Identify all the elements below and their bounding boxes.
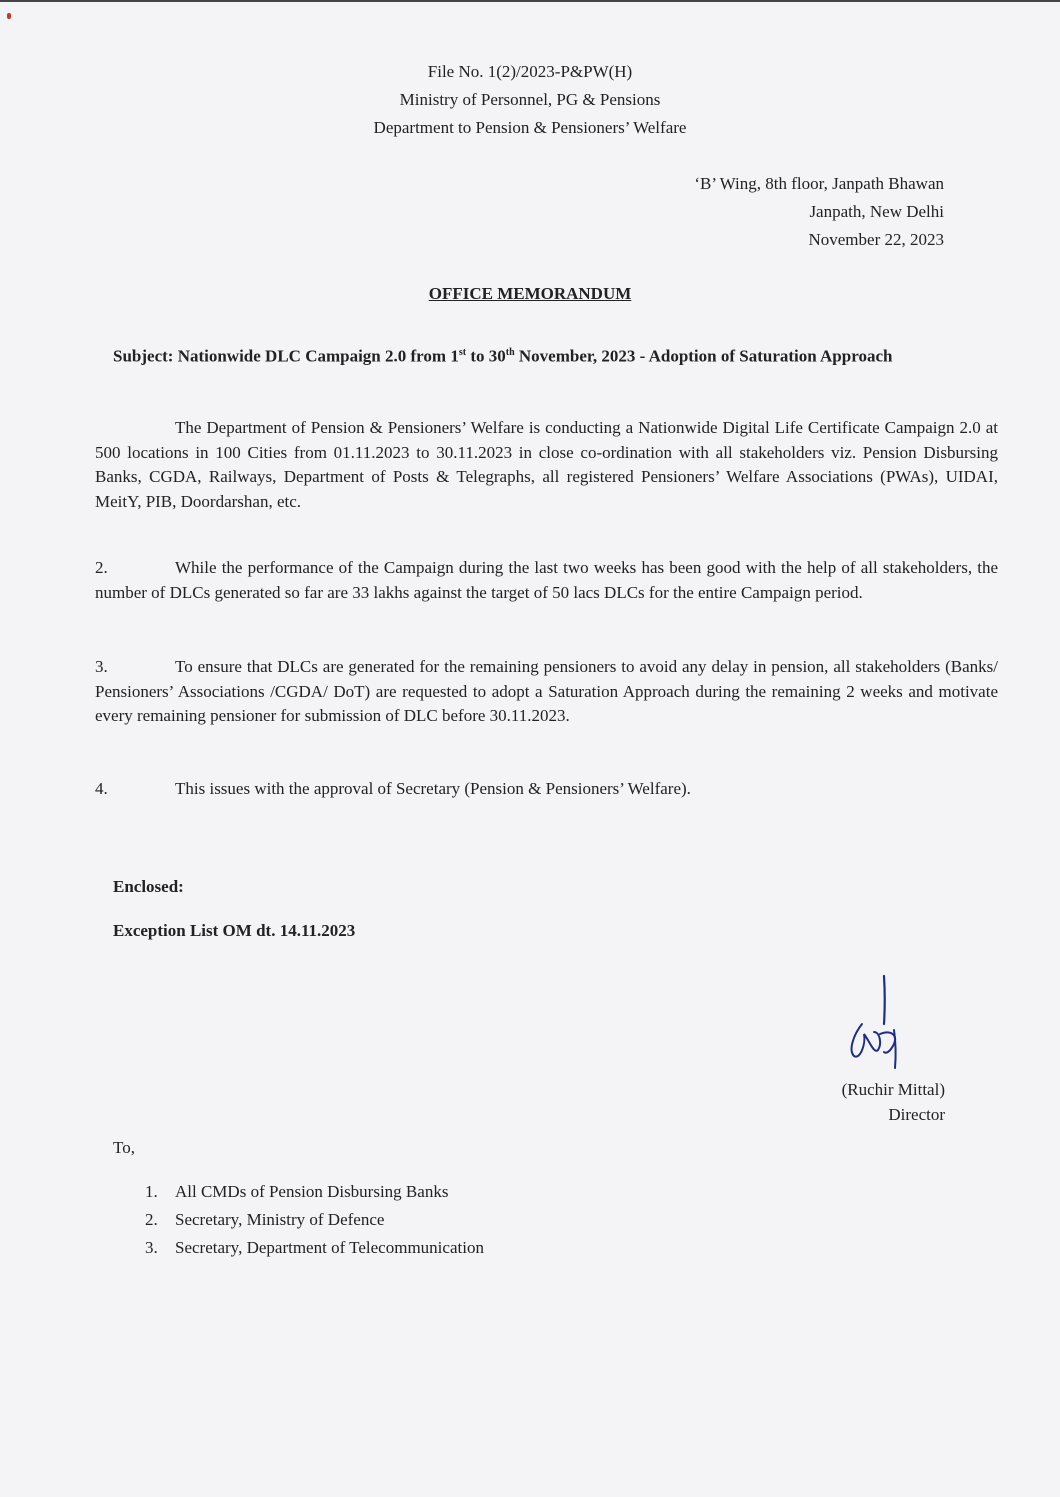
paragraph-4-number: 4.	[95, 779, 108, 798]
address-line-1: ‘B’ Wing, 8th floor, Janpath Bhawan	[694, 174, 944, 193]
list-item	[145, 1178, 484, 1206]
scan-mark	[7, 13, 11, 19]
enclosed-item: Exception List OM dt. 14.11.2023	[113, 921, 356, 940]
list-item-text: Secretary, Department of Telecommunication	[175, 1238, 484, 1257]
paragraph-4-text: This issues with the approval of Secretary (Pension & Pensioners’ Welfare).	[175, 779, 691, 798]
list-item-text: All CMDs of Pension Disbursing Banks	[175, 1182, 449, 1201]
department-name: Department to Pension & Pensioners’ Welfare	[373, 118, 687, 137]
paragraph-3-number: 3.	[95, 657, 108, 676]
address-line-2: Janpath, New Delhi	[809, 202, 944, 221]
file-number: File No. 1(2)/2023-P&PW(H)	[427, 62, 633, 81]
subject-sup-1: st	[458, 347, 467, 358]
ministry-name: Ministry of Personnel, PG & Pensions	[399, 90, 661, 109]
signatory-name: (Ruchir Mittal)	[841, 1080, 945, 1099]
subject-part-3: November, 2023 - Adoption of Saturation Approach	[514, 346, 893, 366]
list-item-number: 2.	[145, 1210, 158, 1229]
paragraph-1-text: The Department of Pension & Pensioners’ Welfare is conducting a Nationwide Digital Life Certificate Campaign 2.0 at 500 locations in 100 Cities from 01.11.2023 to 30.11.2023 in close co-ordination with all stakeholders viz. Pension Disbursing Banks, CGDA, Railways, Department of Posts & Telegraphs, all registered Pensioners’ Welfare Associations (PWAs), UIDAI, MeitY, PIB, Doordarshan, etc.	[95, 418, 998, 511]
page-title: OFFICE MEMORANDUM	[428, 284, 632, 303]
memo-date: November 22, 2023	[808, 230, 944, 249]
paragraph-2	[95, 556, 998, 605]
recipient-list	[145, 1178, 484, 1262]
paragraph-2-number: 2.	[95, 558, 108, 577]
subject-part-1: Subject: Nationwide DLC Campaign 2.0 from 1	[113, 346, 459, 366]
list-item-text: Secretary, Ministry of Defence	[175, 1210, 385, 1229]
subject-line	[113, 338, 948, 371]
list-item-number: 3.	[145, 1238, 158, 1257]
paragraph-3-text: To ensure that DLCs are generated for the remaining pensioners to avoid any delay in pension, all stakeholders (Banks/ Pensioners’ Associations /CGDA/ DoT) are requested to adopt a Saturation Approach during the remaining 2 weeks and motivate every remaining pensioner for submission of DLC before 30.11.2023.	[95, 657, 998, 725]
paragraph-2-text: While the performance of the Campaign during the last two weeks has been good with the help of all stakeholders, the number of DLCs generated so far are 33 lakhs against the target of 50 lacs DLCs for the entire Campaign period.	[95, 558, 998, 602]
scan-edge-line	[0, 0, 1060, 2]
list-item-number: 1.	[145, 1182, 158, 1201]
list-item	[145, 1206, 484, 1234]
subject-sup-2: th	[505, 347, 515, 358]
paragraph-4	[95, 777, 998, 802]
enclosed-label: Enclosed:	[113, 877, 184, 896]
to-label: To,	[113, 1138, 135, 1157]
paragraph-1	[95, 416, 998, 514]
subject-part-2: to 30	[466, 346, 506, 366]
signatory-designation: Director	[888, 1105, 945, 1124]
paragraph-3	[95, 655, 998, 729]
list-item	[145, 1234, 484, 1262]
signature-image	[840, 972, 910, 1072]
